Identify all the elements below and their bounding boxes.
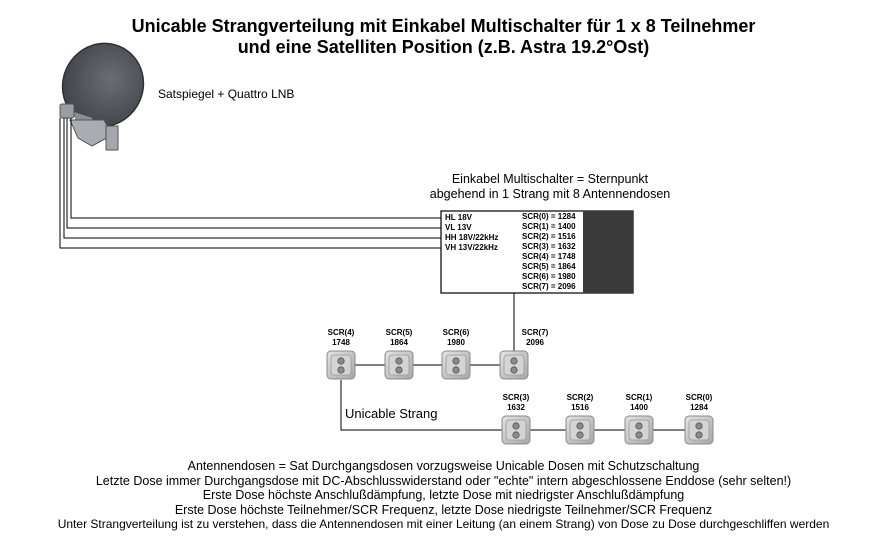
outlet-icon (502, 416, 530, 444)
multiswitch-header-1: Einkabel Multischalter = Sternpunkt (451, 172, 649, 186)
outlet-label (426, 328, 486, 348)
outlet-icon (442, 351, 470, 379)
note-line: Erste Dose höchste Anschlußdämpfung, letzte Dose mit niedrigster Anschlußdämpfung (202, 488, 685, 502)
outlet-scr: SCR(6) (442, 328, 470, 337)
input-hl: HL 18V (445, 213, 472, 222)
scr-output: SCR(5) = 1864 (522, 262, 576, 271)
outlet-freq: 1980 (447, 338, 465, 347)
note-line: Antennendosen = Sat Durchgangsdosen vorzugsweise Unicable Dosen mit Schutzschaltung (187, 459, 700, 473)
outlet-label (486, 393, 546, 413)
outlet-scr: SCR(0) (685, 393, 713, 402)
outlet-label (311, 328, 371, 348)
outlet-icon (566, 416, 594, 444)
outlet-icon (685, 416, 713, 444)
outlet-freq: 2096 (526, 338, 544, 347)
scr-output: SCR(0) = 1284 (522, 212, 576, 221)
outlet-icon (500, 351, 528, 379)
outlet-freq: 1284 (690, 403, 708, 412)
outlet-scr: SCR(1) (625, 393, 653, 402)
note-line: Erste Dose höchste Teilnehmer/SCR Frequenz, letzte Dose niedrigste Teilnehmer/SCR Frequenz (174, 502, 713, 517)
outlet-scr: SCR(2) (566, 393, 594, 402)
outlet-label (369, 328, 429, 348)
outlet-freq: 1400 (630, 403, 648, 412)
scr-output: SCR(2) = 1516 (522, 232, 576, 241)
outlet-icon (327, 351, 355, 379)
outlet-scr: SCR(4) (327, 328, 355, 337)
title-line-2: und eine Satelliten Position (z.B. Astra 19.2°Ost) (237, 37, 650, 57)
outlet-freq: 1632 (507, 403, 525, 412)
outlet-scr: SCR(5) (385, 328, 413, 337)
scr-output: SCR(6) = 1980 (522, 272, 576, 281)
dish-label: Satspiegel + Quattro LNB (158, 87, 295, 101)
outlet-scr: SCR(3) (502, 393, 530, 402)
input-vh: VH 13V/22kHz (445, 243, 498, 252)
input-hh: HH 18V/22kHz (445, 233, 499, 242)
outlet-label (609, 393, 669, 413)
outlet-freq: 1516 (571, 403, 589, 412)
outlet-icon (625, 416, 653, 444)
strang-label: Unicable Strang (345, 406, 438, 421)
scr-output: SCR(4) = 1748 (522, 252, 576, 261)
outlet-icon (385, 351, 413, 379)
outlet-freq: 1748 (332, 338, 350, 347)
outlet-label (505, 328, 565, 348)
outlet-scr: SCR(7) (521, 328, 549, 337)
title-line-1: Unicable Strangverteilung mit Einkabel Multischalter für 1 x 8 Teilnehmer (131, 16, 756, 36)
outlet-label (669, 393, 729, 413)
note-line: Unter Strangverteilung ist zu verstehen, dass die Antennendosen mit einer Leitung (an einem Strang) von Dose zu Dose durchgeschliffen werden (57, 517, 830, 531)
note-line: Letzte Dose immer Durchgangsdose mit DC-Abschlusswiderstand oder "echte" intern abgeschlossene Enddose (sehr selten!) (95, 473, 792, 488)
scr-output: SCR(3) = 1632 (522, 242, 576, 251)
scr-output: SCR(1) = 1400 (522, 222, 576, 231)
scr-output: SCR(7) = 2096 (522, 282, 576, 291)
notes (0, 459, 887, 532)
multiswitch-header-2: abgehend in 1 Strang mit 8 Antennendosen (429, 187, 671, 201)
outlet-label (550, 393, 610, 413)
multiswitch-panel (583, 211, 633, 293)
input-vl: VL 13V (445, 223, 472, 232)
outlet-freq: 1864 (390, 338, 408, 347)
